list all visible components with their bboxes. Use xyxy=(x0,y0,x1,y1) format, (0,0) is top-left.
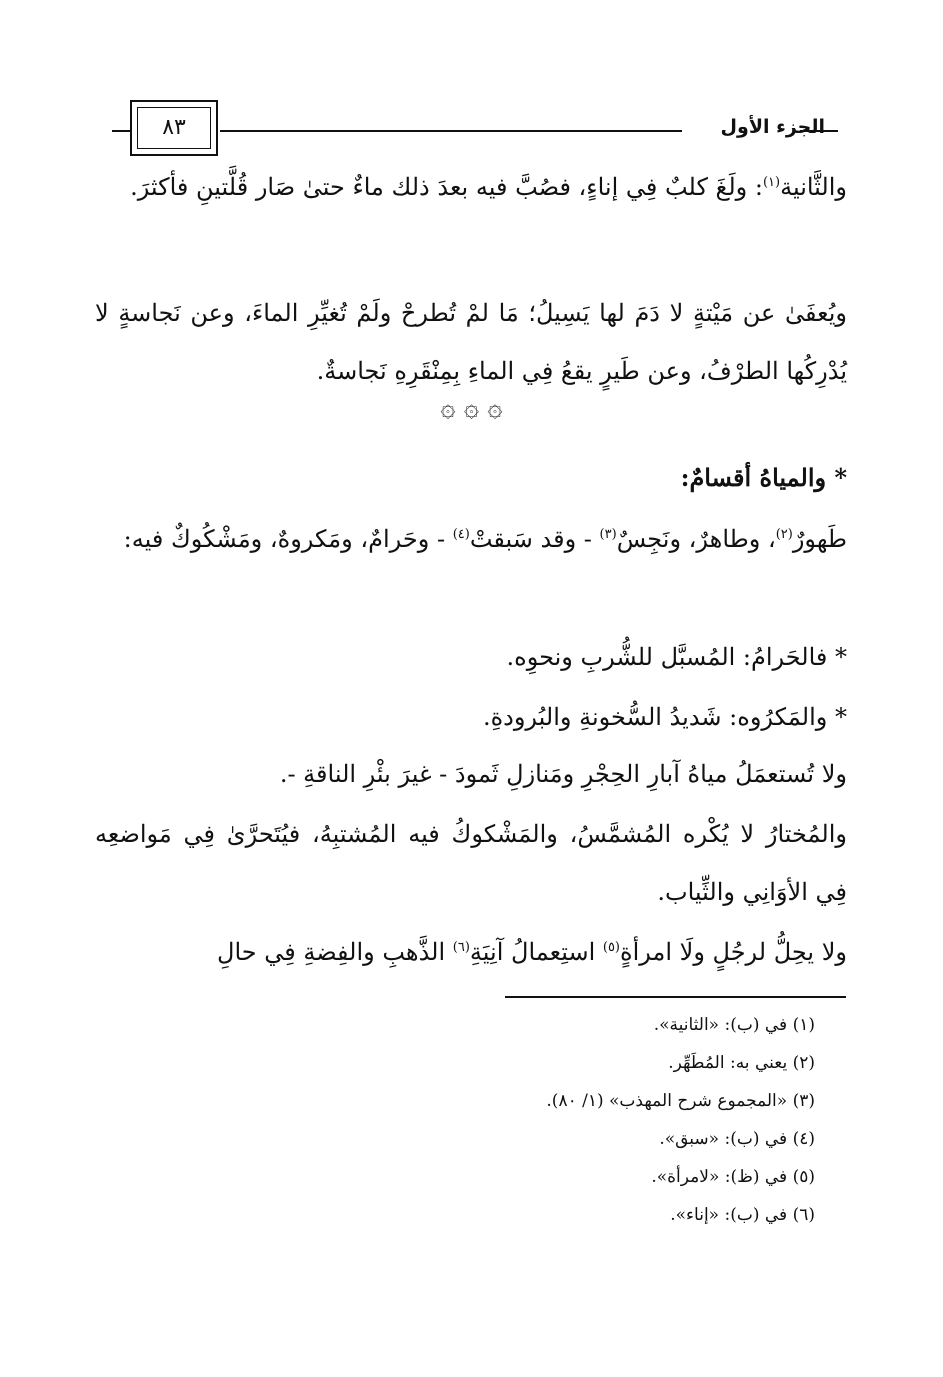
footnote-ref-5: (٥) xyxy=(602,940,620,955)
footnote-1: (١) في (ب): «الثانية». xyxy=(653,1015,815,1035)
paragraph-text: ، وطاهرٌ، ونَجِسٌ xyxy=(616,525,776,553)
footnotes xyxy=(115,1006,815,1234)
paragraph-text: : ولَغَ كلبٌ فِي إناءٍ، فصُبَّ فيه بعدَ ذلك ماءٌ حتىٰ صَار قُلَّتينِ فأكثرَ. xyxy=(130,173,763,201)
page-number-inner-frame xyxy=(137,107,211,149)
paragraph-text: - وحَرامٌ، ومَكروهٌ، ومَشْكُوكٌ فيه: xyxy=(123,525,453,553)
footnote-3: (٣) «المجموع شرح المهذب» (١/ ٨٠). xyxy=(546,1091,815,1111)
page-number-frame xyxy=(130,100,218,156)
paragraph-mukhtar: والمُختارُ لا يُكْره المُشمَّسُ، والمَشْكوكُ فيه المُشتبِهُ، فيُتَحرَّىٰ فِي مَواضعِه فِي الأوَانِي والثِّياب. xyxy=(95,820,847,906)
page-number: ٨٣ xyxy=(162,115,186,140)
section-ornament: ۞ ۞ ۞ xyxy=(440,393,503,423)
paragraph-gold-silver-vessels xyxy=(95,923,847,981)
paragraph-text: طَهورٌ xyxy=(792,525,847,553)
footnote-ref-1: (١) xyxy=(762,175,781,190)
paragraph-makruh: * والمَكرُوه: شَديدُ السُّخونةِ والبُرودةِ. xyxy=(482,703,847,731)
footnote-ref-3: (٣) xyxy=(599,527,617,542)
footnote-ref-4: (٤) xyxy=(452,527,470,542)
paragraph-text: الذَّهبِ والفِضةِ فِي حالِ xyxy=(217,938,453,966)
paragraph-haram: * فالحَرامُ: المُسبَّل للشُّربِ ونحوِه. xyxy=(506,643,847,671)
footnote-ref-2: (٢) xyxy=(775,527,793,542)
paragraph-text: والثَّانية xyxy=(780,173,847,201)
footnote-separator xyxy=(505,996,846,998)
paragraph-pardoned-impurities: ويُعفَىٰ عن مَيْتةٍ لا دَمَ لها يَسِيلُ؛ مَا لمْ تُطرحْ ولَمْ تُغيِّرِ الماءَ، وعن نَجاسةٍ لا يُدْرِكُها الطرْفُ، وعن طَيرٍ يقعُ فِي الماءِ بِمِنْقَرِهِ نَجاسةٌ. xyxy=(95,299,847,385)
footnote-ref-6: (٦) xyxy=(452,940,470,955)
footnote-2: (٢) يعني به: المُطَهِّر. xyxy=(668,1053,815,1073)
paragraph-text: استِعمالُ آنِيَةِ xyxy=(469,938,603,966)
paragraph-text: - وقد سَبقتْ xyxy=(469,525,600,553)
header-rule-left xyxy=(112,130,130,132)
footnote-6: (٦) في (ب): «إناء». xyxy=(670,1205,815,1225)
footnote-4: (٤) في (ب): «سبق». xyxy=(659,1129,815,1149)
paragraph-water-division xyxy=(95,510,847,568)
paragraph-second-case xyxy=(95,158,847,216)
paragraph-text: ولا يحِلُّ لرجُلٍ ولَا امرأةٍ xyxy=(620,938,847,966)
footnote-5: (٥) في (ظ): «لامرأة». xyxy=(651,1167,815,1187)
paragraph-hijr-wells: ولا تُستعمَلُ مياهُ آبارِ الحِجْرِ ومَنازلِ ثَمودَ - غيرَ بئْرِ الناقةِ -. xyxy=(279,760,847,788)
section-heading: * والمياهُ أقسامٌ: xyxy=(680,463,847,492)
header-rule-middle xyxy=(220,130,682,132)
header-title: الجزء الأول xyxy=(720,116,825,138)
